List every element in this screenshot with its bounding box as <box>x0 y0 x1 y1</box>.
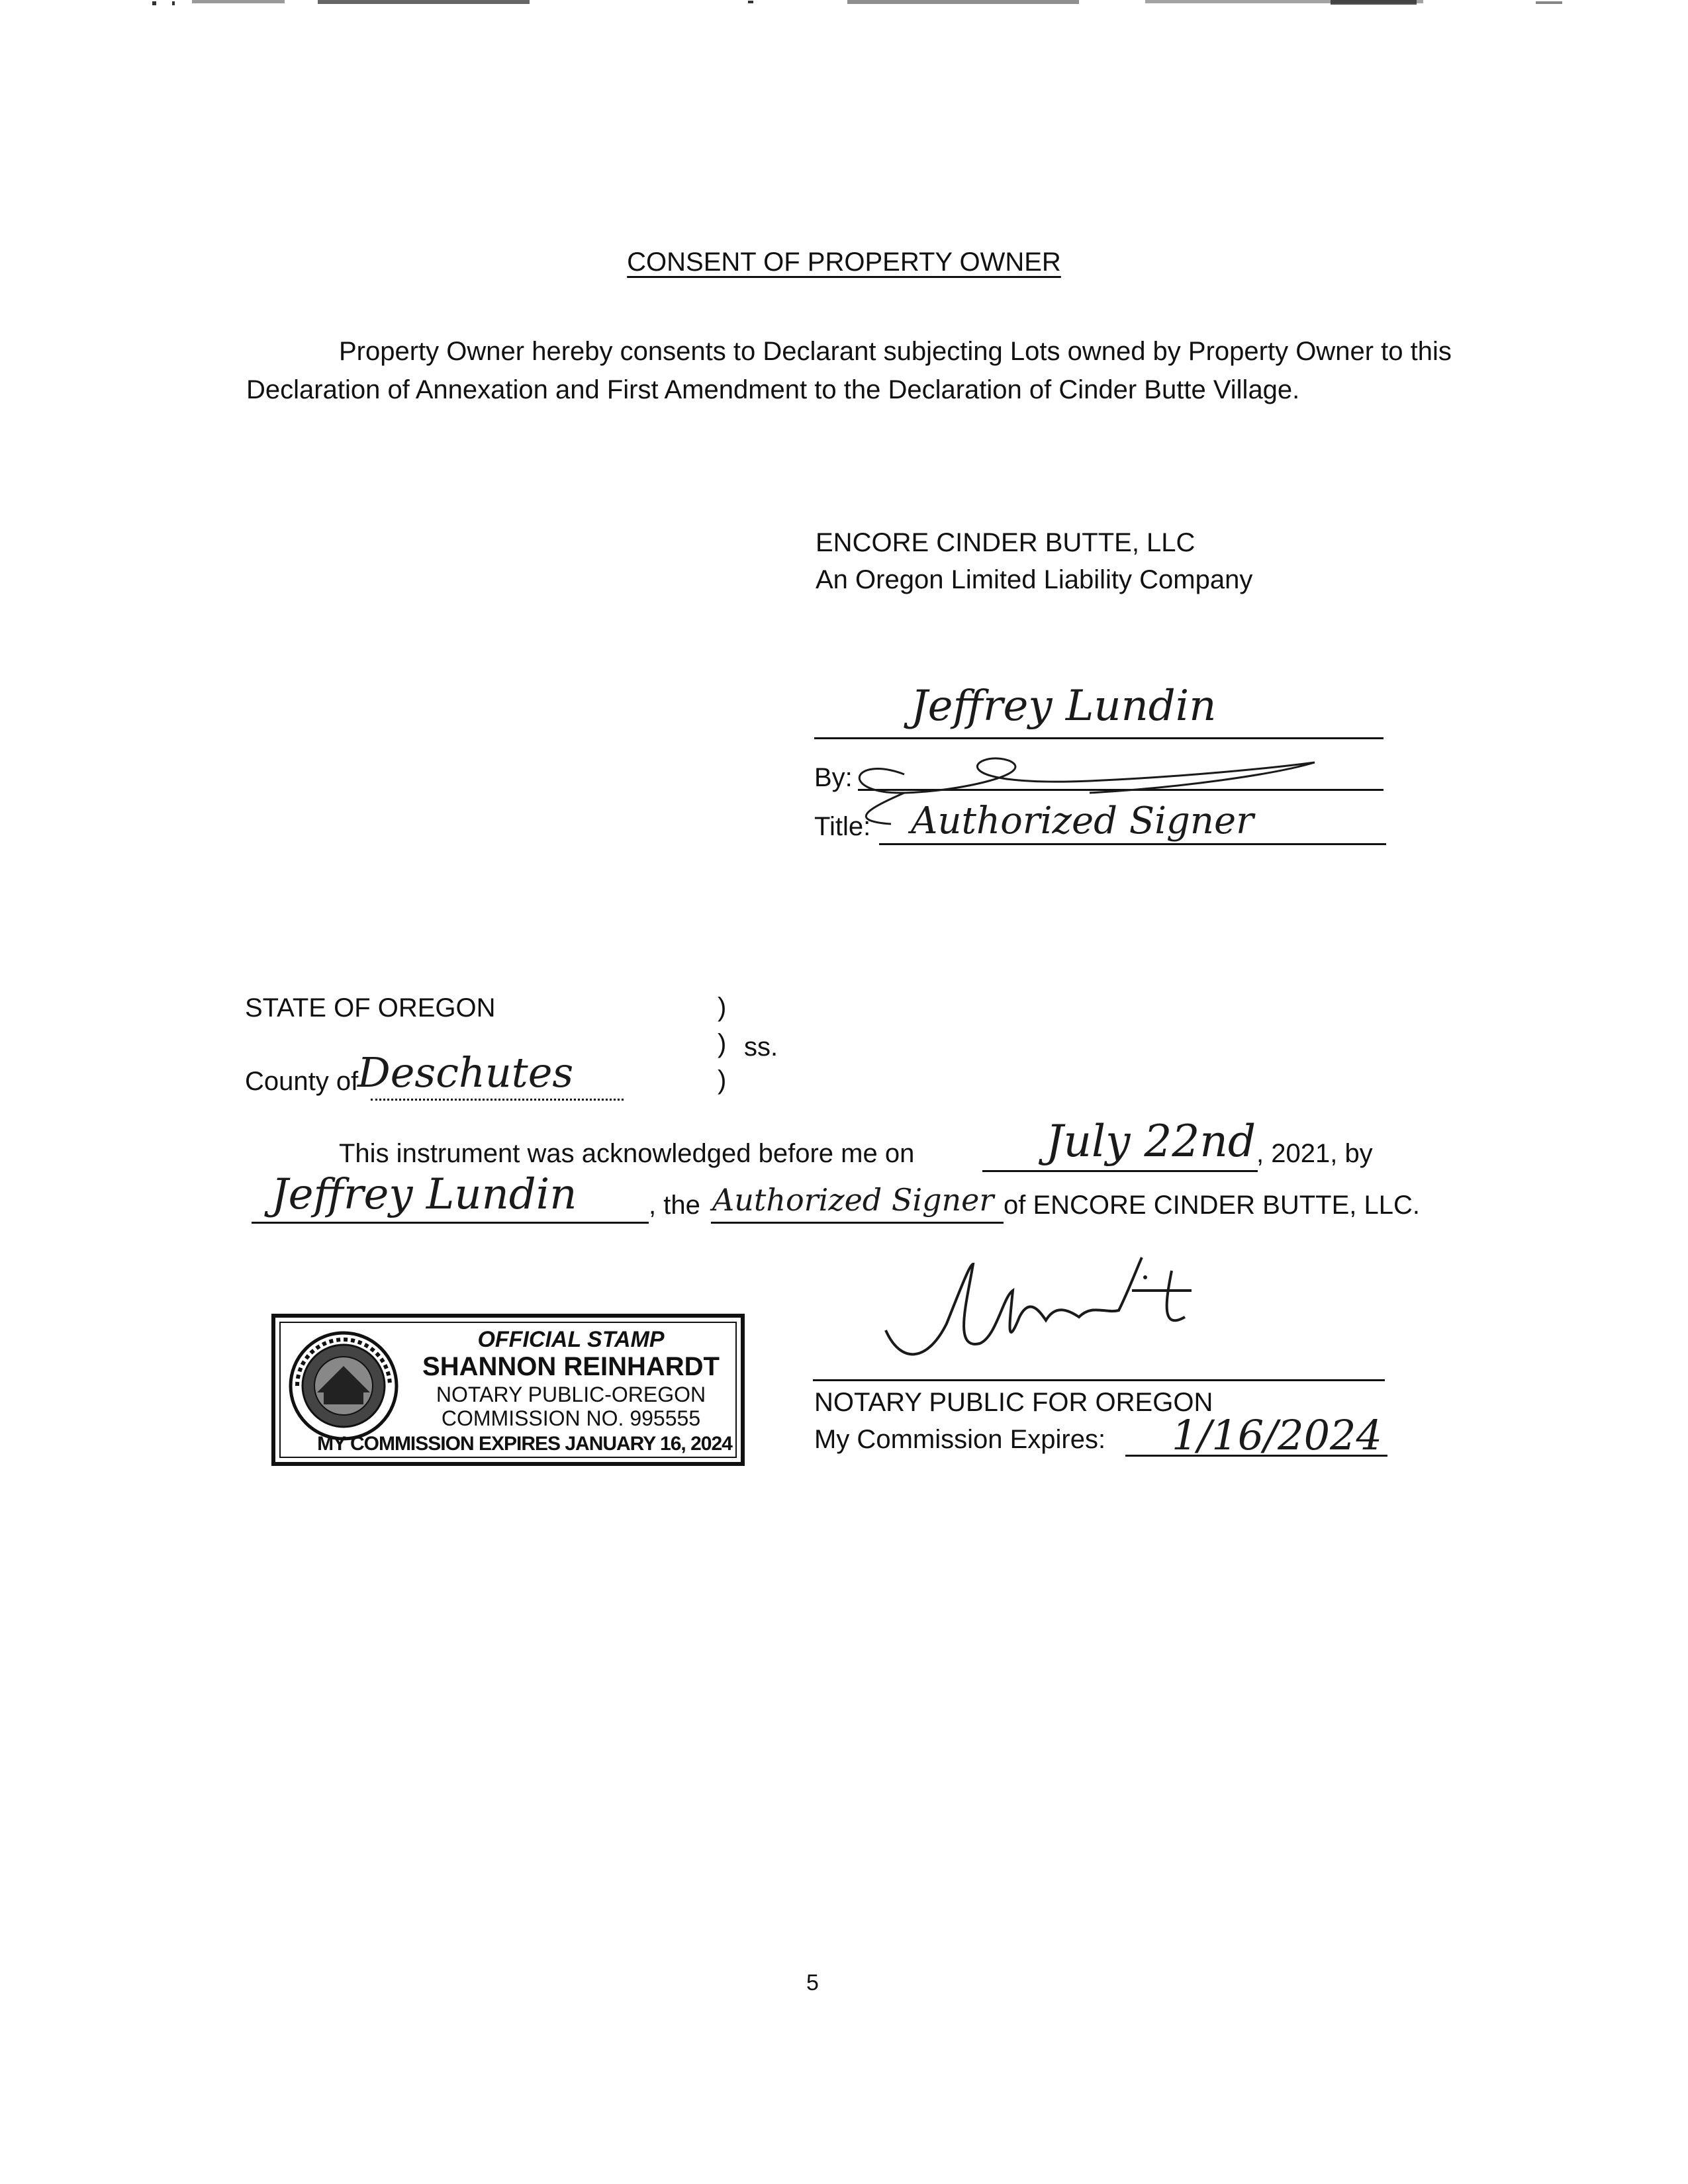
ack-role-line <box>711 1222 1004 1224</box>
title-line <box>879 843 1386 845</box>
county-handwritten: Deschutes <box>357 1048 574 1097</box>
state-label: STATE OF OREGON <box>245 993 496 1023</box>
notary-signature <box>880 1251 1225 1383</box>
stamp-notary-name: SHANNON REINHARDT <box>422 1352 720 1381</box>
state-seal-icon <box>287 1330 400 1442</box>
title-label: Title: <box>814 812 871 841</box>
company-description: An Oregon Limited Liability Company <box>816 565 1253 594</box>
notary-signature-line <box>813 1379 1385 1381</box>
ack-name-handwritten: Jeffrey Lundin <box>271 1170 577 1219</box>
consent-paragraph: Property Owner hereby consents to Declarant subjecting Lots owned by Property Owner to this Declaration of Annexation and First Amendment to the Declaration of Cinder Butte Village. <box>246 337 1452 404</box>
company-block <box>816 524 1252 598</box>
ack-the-label: , the <box>649 1191 700 1220</box>
ack-line2-suffix: of ENCORE CINDER BUTTE, LLC. <box>1004 1191 1421 1220</box>
signature-block <box>812 682 1394 854</box>
county-line <box>371 1099 624 1101</box>
stamp-notary-public: NOTARY PUBLIC-OREGON <box>436 1383 706 1406</box>
commission-expires-handwritten: 1/16/2024 <box>1172 1411 1382 1459</box>
paren-1: ) <box>718 993 727 1022</box>
notary-label: NOTARY PUBLIC FOR OREGON <box>814 1388 1213 1417</box>
commission-expires-line <box>1125 1455 1387 1457</box>
scan-edge-artifact <box>152 0 1595 9</box>
ack-date-handwritten: July 22nd <box>1046 1116 1256 1167</box>
ack-name-line <box>252 1222 649 1224</box>
company-name: ENCORE CINDER BUTTE, LLC <box>816 528 1196 557</box>
ss-label: ss. <box>744 1032 778 1062</box>
stamp-commission-number: COMMISSION NO. 995555 <box>441 1406 701 1430</box>
ack-line1-prefix: This instrument was acknowledged before me on <box>339 1139 915 1168</box>
ack-date-line <box>982 1170 1258 1172</box>
ack-line1-suffix: , 2021, by <box>1256 1139 1373 1168</box>
stamp-commission-expires: MY COMMISSION EXPIRES JANUARY 16, 2024 <box>317 1433 732 1455</box>
paren-2: ) <box>718 1029 727 1058</box>
county-label: County of <box>245 1067 359 1096</box>
commission-expires-label: My Commission Expires: <box>814 1425 1106 1454</box>
printed-name-handwritten: Jeffrey Lundin <box>911 682 1217 731</box>
by-label: By: <box>814 763 853 792</box>
document-title: CONSENT OF PROPERTY OWNER <box>627 248 1061 277</box>
title-handwritten: Authorized Signer <box>911 799 1254 842</box>
paren-3: ) <box>718 1066 727 1095</box>
ack-role-handwritten: Authorized Signer <box>712 1182 994 1218</box>
stamp-heading: OFFICIAL STAMP <box>477 1327 665 1352</box>
official-stamp <box>271 1314 745 1466</box>
page-number: 5 <box>806 1970 819 1995</box>
